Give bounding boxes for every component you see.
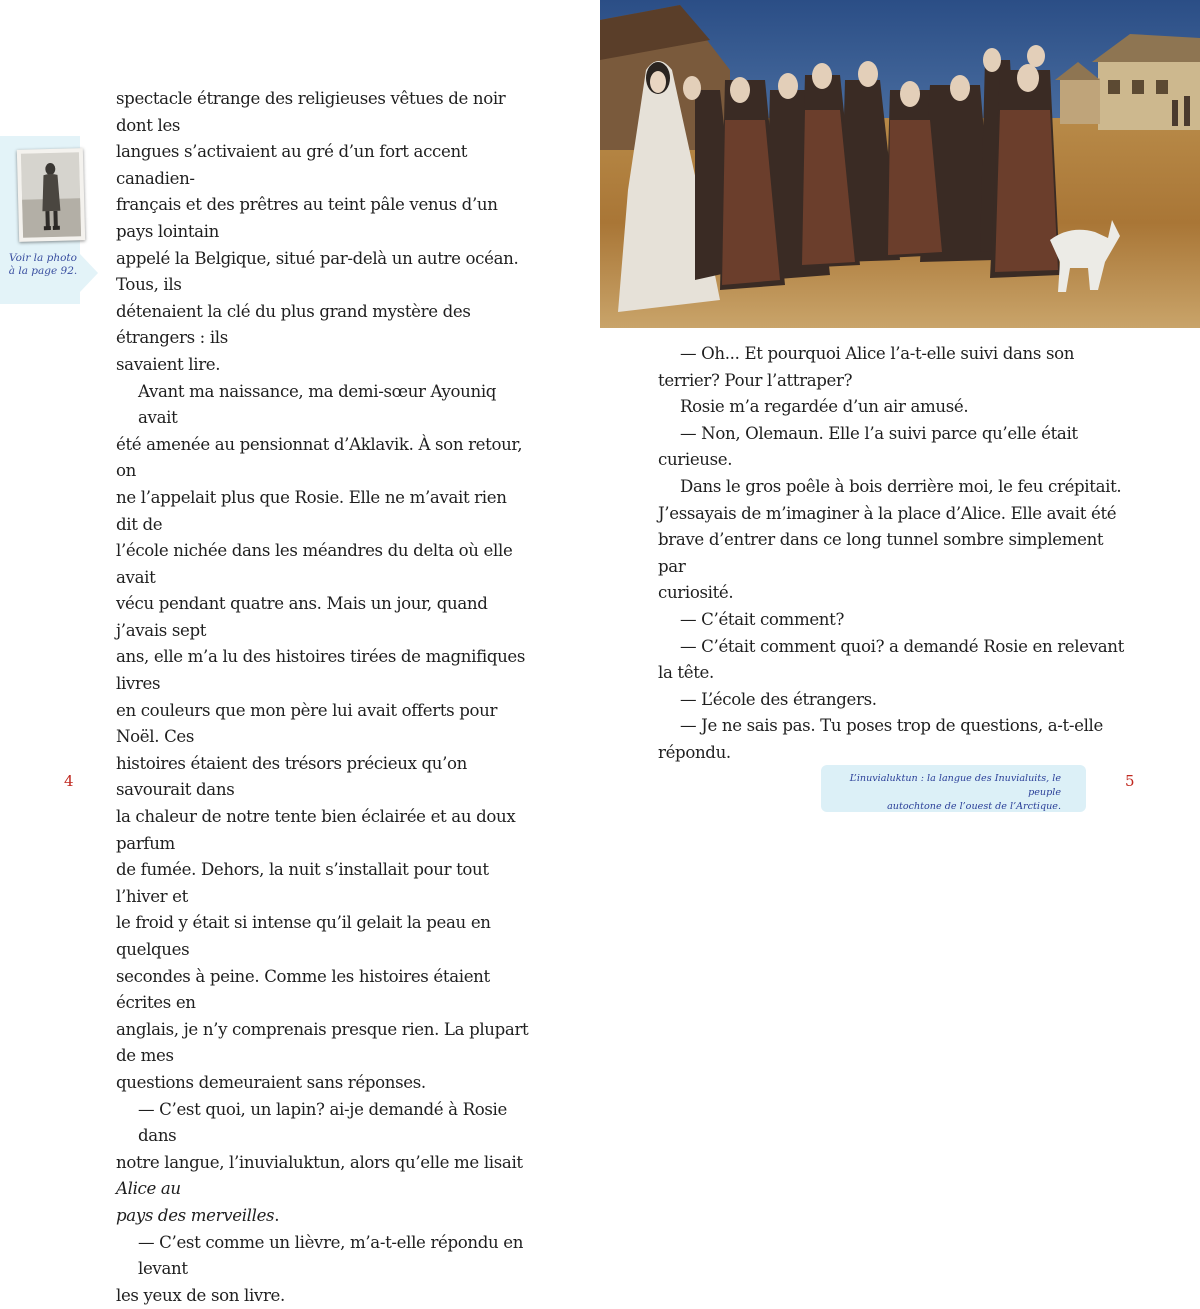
right-page (600, 0, 1200, 863)
caption-line: Voir la photo (9, 252, 77, 264)
text-line: curiosité. (658, 583, 734, 603)
photo-caption (0, 252, 86, 298)
book-title: pays des merveilles (116, 1205, 275, 1225)
paragraph (658, 687, 1128, 714)
sidebar-photo[interactable] (17, 148, 85, 242)
footnote-line: L’inuvialuktun : la langue des Inuvialuits, le peuple (849, 773, 1061, 798)
text-line: questions demeuraient sans réponses. (116, 1072, 426, 1092)
left-page (0, 0, 600, 1305)
text-line: ans, elle m’a lu des histoires tirées de magnifiques livres (116, 647, 526, 694)
text-line: brave d’entrer dans ce long tunnel sombre simplement par (658, 530, 1104, 576)
text-line: — L’école des étrangers. (680, 689, 877, 709)
text-line: de fumée. Dehors, la nuit s’installait pour tout l’hiver et (116, 860, 489, 906)
book-title: Alice au (116, 1179, 181, 1199)
text-line: détenaient la clé du plus grand mystère des étrangers : ils (116, 301, 471, 348)
paragraph (116, 86, 530, 379)
text-line: anglais, je n’y comprenais presque rien. La plupart de mes (116, 1019, 529, 1066)
page-number: 4 (64, 772, 74, 790)
text-line: — C’était comment? (680, 609, 844, 629)
text-line (116, 1203, 530, 1230)
paragraph (658, 394, 1128, 421)
illustration-nuns-and-children-image (600, 0, 1200, 328)
text-line: terrier? Pour l’attraper? (658, 370, 853, 390)
text-line: en couleurs que mon père lui avait offerts pour Noël. Ces (116, 700, 498, 747)
text-line: le froid y était si intense qu’il gelait la peau en quelques (116, 913, 491, 959)
text-line: ne l’appelait plus que Rosie. Elle ne m’avait rien dit de (116, 487, 507, 534)
text-line: — Oh... Et pourquoi Alice l’a-t-elle suivi dans son (680, 344, 1075, 363)
text-segment: notre langue, l’inuvialuktun, alors qu’elle me lisait (116, 1152, 523, 1172)
footnote-box (821, 765, 1086, 812)
paragraph (658, 474, 1128, 607)
paragraph (116, 1097, 530, 1230)
paragraph (658, 341, 1128, 394)
text-line: — C’était comment quoi? a demandé Rosie en relevant (680, 636, 1124, 656)
text-line: français et des prêtres au teint pâle venus d’un pays lointain (116, 195, 498, 241)
photo-of-girl-image (21, 152, 81, 237)
text-line (116, 1150, 530, 1203)
paragraph (658, 634, 1128, 687)
text-line: Dans le gros poêle à bois derrière moi, le feu crépitait. (680, 476, 1122, 496)
paragraph (658, 421, 1128, 474)
text-line: — Je ne sais pas. Tu poses trop de questions, a-t-elle (680, 716, 1103, 736)
text-line: spectacle étrange des religieuses vêtues de noir dont les (116, 89, 506, 135)
right-body-text (658, 341, 1128, 767)
text-line: Avant ma naissance, ma demi-sœur Ayouniq avait (138, 381, 497, 428)
text-line: vécu pendant quatre ans. Mais un jour, quand j’avais sept (116, 594, 488, 640)
text-line: l’école nichée dans les méandres du delta où elle avait (116, 541, 513, 587)
text-line: J’essayais de m’imaginer à la place d’Alice. Elle avait été (658, 503, 1117, 523)
text-line: secondes à peine. Comme les histoires étaient écrites en (116, 966, 490, 1013)
text-line: curieuse. (658, 450, 733, 470)
paragraph (116, 379, 530, 1097)
text-line: été amenée au pensionnat d’Aklavik. À son retour, on (116, 434, 523, 481)
text-line: — C’est comme un lièvre, m’a-t-elle répondu en levant (138, 1232, 524, 1279)
text-line: histoires étaient des trésors précieux qu’on savourait dans (116, 753, 468, 800)
text-line: répondu. (658, 742, 731, 762)
text-line: appelé la Belgique, situé par-delà un autre océan. Tous, ils (116, 248, 519, 295)
paragraph (116, 1230, 530, 1309)
text-line: la tête. (658, 663, 714, 683)
paragraph (658, 713, 1128, 766)
text-line: — Non, Olemaun. Elle l’a suivi parce qu’elle était (680, 423, 1078, 443)
left-body-text (116, 86, 530, 1309)
caption-line: à la page 92. (8, 265, 78, 277)
text-line: les yeux de son livre. (116, 1285, 285, 1305)
text-line: langues s’activaient au gré d’un fort accent canadien- (116, 142, 468, 188)
paragraph (658, 607, 1128, 634)
text-line: savaient lire. (116, 354, 221, 374)
text-line: Rosie m’a regardée d’un air amusé. (680, 397, 969, 417)
page-number: 5 (1125, 772, 1135, 790)
text-line: la chaleur de notre tente bien éclairée et au doux parfum (116, 807, 516, 853)
text-line: — C’est quoi, un lapin? ai-je demandé à Rosie dans (138, 1099, 507, 1146)
text-segment: . (274, 1205, 280, 1225)
footnote-line: autochtone de l’ouest de l’Arctique. (887, 801, 1061, 812)
